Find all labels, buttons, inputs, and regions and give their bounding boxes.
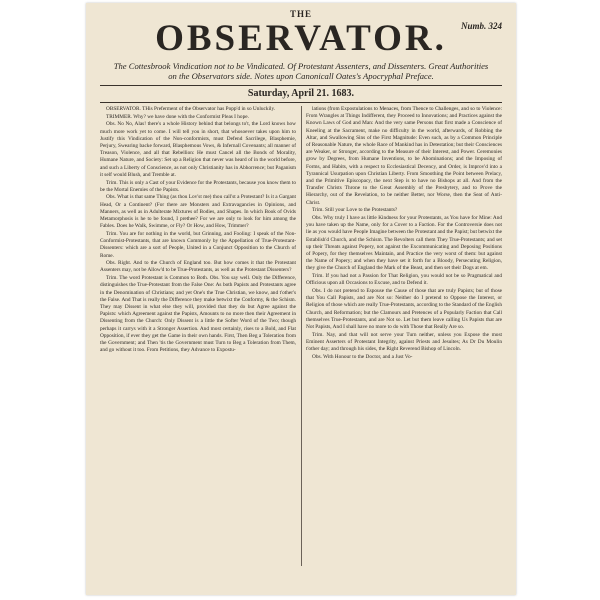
paragraph: Trim. Nay, and that will not serve your Turn neither, unless you Expose the most Eminent Asserters of Protestant Integrity, against Priests and Jesuites; As Dr Du Moulin t'other day; and through his sides, the Right Reverend Bishop of Lincoln. (306, 331, 502, 353)
paragraph: Trim. This is only a Cast of your Evidence for the Protestants, because you know them to be the Mortal Enemies of the Papists. (100, 179, 296, 193)
dateline: Saturday, April 21. 1683. (247, 88, 355, 99)
paragraph: Obs. I do not pretend to Espouse the Cause of those that are truly Papists; but of those that You Call Papists, and are Not so: Neither do I pretend to Oppose the Interest, or Religion of those which are really True-Protestants, according to the Standard of the English Church, and Reformation; but the Clamours and Pretences of a Popularly Faction that Call themselves True-Protestants, and are Not so. Let but them leave calling Us Papists that are Not Papists, And I shall have no more to do with Those that Really Are so. (306, 288, 502, 331)
issue-number: Numb. 324 (460, 21, 502, 31)
text-columns (100, 106, 502, 566)
paragraph: Obs. With Honour to the Doctor, and a Just Vo- (312, 353, 413, 360)
right-column (306, 106, 502, 566)
paragraph: OBSERVATOR. THis Preferment of the Observator has Popp'd in so Unluckily. (106, 106, 276, 112)
paragraph: Obs. Right. And to the Church of England too. But how comes it that the Protestant Assenters may, not be Allow'd to be True-Protestants, as well as the Protestant Dissenters? (100, 260, 296, 274)
paragraph: Trim. If you had not a Passion for That Religion, you would not be so Pragmatical and Officious upon all Occasions to Excuse, and to Defend it. (306, 273, 502, 287)
paragraph: Obs. Why truly I have as little Kindness for your Protestants, as You have for Mine: And you have taken up the Name, only for a Cover to a Faction. For the Controversie does not lie as you would have People Imagine between the Protestant and the Papist; but betwixt the Establish'd Church, and the Schism. The Revolters call them They True-Protestants; and set up their Threats against Popery, not against the Excommunicating and Deposing Positions of Popery, for they themselves Maintain, and Practice the very worst of them: but against the Name of Popery; and when they have set it forth for a Bloody, Persecuting Religion, they give the Church of England the Mark of the Beast, and then set their Dogs at em. (306, 215, 502, 272)
newspaper-page (86, 3, 516, 595)
paragraph: Trim. Still your Love to the Protestants? (312, 207, 398, 214)
paragraph: lations (from Expostulations to Menaces, from Thence to Challenges, and so to Violence: From Wrangles at Things Indifferent, they Proceed to Innovations; and Practices against the Known Laws of God and Man: And the very same Persons that first made a Conscience of Kneeling at the Sacrament, make no difficulty in the world, afterwards, of Robbing the Altar, and Swallowing Sins of the First Magnitude: Even such, as by a Common Principle of Reasonable Nature, the whole Race of Mankind has in Detestation; but their Consciences are Weaker, or Stronger, according to the Measure of their Interest, and Power. Ceremonies grow by Degrees, from Humane Inventions, to be Abominations; and the Imposing of Forms, and Habits, with a respect to Ecclesiastical Decency, and Order, is Improv'd into a Tyrannical Usurpation upon Christian Liberty. From Smoothing the Point between Prelacy, and the Primitive Episcopacy, the next Step is to have no Bishops at all. And from the Transfer Christs Throne to the Great Assembly of the Presbytery, and to Prove the Hierarchy, out of the Revelation, to be neither Better, nor Worse, then the Seat of Anti-Christ. (306, 106, 502, 206)
paragraph: Obs. What is that same Thing (as thou Lov'st me) thou call'st a Protestant? Is it a Gargant Head, Or a Continent? (For there are Monsters and Extravagancies in Opinions, and Manners, as well as in Adulterate Mixtures of Bodies, and Shapes. In which Book of Ovids Metamorphosis is he to be found, I prethee? For we are only to look for him among the Fables. Does he Walk, Swimme, or Fly? Or How, and How, Trimmer? (100, 194, 296, 230)
left-column (100, 106, 296, 566)
paragraph: Obs. No No, Alas! there's a whole History behind that belongs to't, the Lord knows how much more work yet to come. I will tell you in short, that whosoever takes upon him to Justify this Vindication of the Non-conformists, must Defend Sacrilege, Blasphemie, Perjury, Swearing backe forward, Blasphemous Vows, & Infernall Covenants; all manner of Treason, Violence, and all that Rebellion: He must Cancel all the Bonds of Morality, Humane Nature, and Society: Set up a Religion that never was heard of in the world before, and such a Liberty of Conscience, as not only Christianity has in Abhorrence; but Paganism it self would Blush, and Tremble at. (100, 121, 296, 178)
masthead-the: THE (289, 9, 312, 19)
newspaper-title: OBSERVATOR. (155, 18, 447, 59)
paragraph: TRIMMER. Why? we have done with the Conformist Pleas I hope. (106, 113, 249, 120)
masthead (100, 7, 502, 61)
paragraph: Trim. You are for nothing in the world, but Grinning, and Fooling: I speak of the Non-Conformist-Protestants, that are known Commonly by the Appellation of True-Protestant-Dissenters: which are a sort of People, United in a Conjunct Opposition to the Church of Rome. (100, 230, 296, 259)
column-divider (301, 106, 302, 566)
subtitle: The Cottesbrook Vindication not to be Vindicated. Of Protestant Assenters, and Dissenters. Great Authorities on the Observators side. Notes upon Canonicall Oates's Apocryphal Preface. (113, 61, 489, 81)
paragraph: Trim. The word Protestant is Common to Both. Obs. You say well. Only the Difference, distinguishes the True-Protestant from the False One: As both Papists and Protestants agree in the Denomination of Christians; and yet One's the True Christian, we know, and t'other's the False. And That is really the Difference they make betwixt the Conformy, & the Schism. They may Dissent in what else they will, provided that they do but Agree against the Papists: which Agreement against the Papists, Amounts to no more then their Agreement in Dissenting from the Church: Only Dissent is a little the Softer Word of the Two; though perhaps it carrys with it a Stronger Assertion. And most certainly, rises to a Bold, and Flat Opposition, if ever they get the Game in their own hands. First, Then Beg a Toleration from the Government; and Then 'tis the Government must Turn to Beg a Toleration from Them, and go without it too. From Petitions, they Advance to Expostu- (100, 275, 296, 354)
bottom-rule (100, 102, 502, 103)
